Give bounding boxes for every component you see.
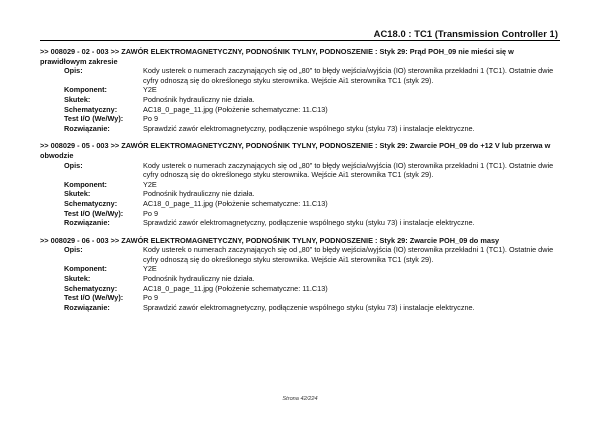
- fault-entry: [40, 236, 560, 313]
- field-value-opis: Kody usterek o numerach zaczynających się od „80" to błędy wejścia/wyjścia (IO) sterownika przekładni 1 (TC1). Ostatnie dwie cyfry odnoszą się do określonego styku sterownika. Wejście Ai1 sterownika TC1 (styk 29).: [143, 160, 554, 180]
- field-value-komponent: Y2E: [143, 179, 157, 189]
- field-value-skutek: Podnośnik hydrauliczny nie działa.: [143, 94, 255, 104]
- field-label: Schematyczny:: [64, 283, 118, 293]
- field-label: Rozwiązanie:: [64, 123, 110, 133]
- field-row-rozwiazanie: [40, 303, 560, 313]
- field-label: Skutek:: [64, 274, 91, 284]
- field-value-test: Po 9: [143, 208, 159, 218]
- field-label: Skutek:: [64, 94, 91, 104]
- field-value-test: Po 9: [143, 114, 159, 124]
- field-row-test: [40, 114, 560, 124]
- field-label: Opis:: [64, 245, 83, 255]
- field-row-schematyczny: [40, 284, 560, 294]
- field-row-schematyczny: [40, 105, 560, 115]
- field-value-schematyczny: AC18_0_page_11.jpg (Położenie schematyczne: 11.C13): [143, 283, 328, 293]
- field-value-schematyczny: AC18_0_page_11.jpg (Położenie schematyczne: 11.C13): [143, 198, 328, 208]
- field-value-rozwiazanie: Sprawdzić zawór elektromagnetyczny, podłączenie wspólnego styku (styku 73) i instalacje elektryczne.: [143, 123, 475, 133]
- field-value-komponent: Y2E: [143, 264, 157, 274]
- document-title: AC18.0 : TC1 (Transmission Controller 1): [373, 28, 558, 39]
- field-row-rozwiazanie: [40, 124, 560, 134]
- field-value-rozwiazanie: Sprawdzić zawór elektromagnetyczny, podłączenie wspólnego styku (styku 73) i instalacje elektryczne.: [143, 218, 475, 228]
- field-row-komponent: [40, 85, 560, 95]
- field-label: Rozwiązanie:: [64, 302, 110, 312]
- field-label: Skutek:: [64, 189, 91, 199]
- field-value-opis: Kody usterek o numerach zaczynających się od „80" to błędy wejścia/wyjścia (IO) sterownika przekładni 1 (TC1). Ostatnie dwie cyfry odnoszą się do określonego styku sterownika. Wejście Ai1 sterownika TC1 (styk 29).: [143, 66, 554, 85]
- field-value-schematyczny: AC18_0_page_11.jpg (Położenie schematyczne: 11.C13): [143, 104, 328, 114]
- field-label: Komponent:: [64, 264, 107, 274]
- field-row-test: [40, 209, 560, 219]
- field-row-opis: [40, 245, 560, 264]
- fault-entry: [40, 47, 560, 133]
- field-value-skutek: Podnośnik hydrauliczny nie działa.: [143, 274, 255, 284]
- field-value-komponent: Y2E: [143, 85, 157, 95]
- field-label: Test I/O (We/Wy):: [64, 114, 124, 124]
- fault-entry: [40, 141, 560, 227]
- field-label: Opis:: [64, 66, 83, 76]
- field-row-opis: [40, 161, 560, 180]
- fault-title: >> 008029 - 06 - 003 >> ZAWÓR ELEKTROMAGNETYCZNY, PODNOŚNIK TYLNY, PODNOSZENIE : Styk 29: Zwarcie POH_09 do masy: [40, 235, 500, 245]
- field-row-skutek: [40, 274, 560, 284]
- field-value-opis: Kody usterek o numerach zaczynających się od „80" to błędy wejścia/wyjścia (IO) sterownika przekładni 1 (TC1). Ostatnie dwie cyfry odnoszą się do określonego styku sterownika. Wejście Ai1 sterownika TC1 (styk 29).: [143, 245, 554, 264]
- field-label: Test I/O (We/Wy):: [64, 293, 124, 303]
- fault-code-list: [40, 47, 560, 320]
- field-label: Schematyczny:: [64, 104, 118, 114]
- field-value-rozwiazanie: Sprawdzić zawór elektromagnetyczny, podłączenie wspólnego styku (styku 73) i instalacje elektryczne.: [143, 302, 475, 312]
- fault-title: >> 008029 - 05 - 003 >> ZAWÓR ELEKTROMAGNETYCZNY, PODNOŚNIK TYLNY, PODNOSZENIE : Styk 29: Zwarcie POH_09 do +12 V lub przerwa w obwodzie: [40, 141, 551, 160]
- field-label: Test I/O (We/Wy):: [64, 208, 124, 218]
- field-label: Opis:: [64, 160, 83, 170]
- field-value-test: Po 9: [143, 293, 159, 303]
- field-value-skutek: Podnośnik hydrauliczny nie działa.: [143, 189, 255, 199]
- field-row-skutek: [40, 189, 560, 199]
- field-label: Schematyczny:: [64, 198, 118, 208]
- page-number: Strona 42/224: [282, 396, 318, 402]
- field-row-komponent: [40, 264, 560, 274]
- field-label: Komponent:: [64, 179, 107, 189]
- field-row-skutek: [40, 95, 560, 105]
- field-row-rozwiazanie: [40, 218, 560, 228]
- field-label: Rozwiązanie:: [64, 218, 110, 228]
- field-row-test: [40, 293, 560, 303]
- field-row-komponent: [40, 180, 560, 190]
- field-row-opis: [40, 66, 560, 85]
- field-row-schematyczny: [40, 199, 560, 209]
- fault-title: >> 008029 - 02 - 003 >> ZAWÓR ELEKTROMAGNETYCZNY, PODNOŚNIK TYLNY, PODNOSZENIE : Styk 29: Prąd POH_09 nie mieści się w prawidłowym zakresie: [40, 47, 514, 66]
- header-divider: [40, 40, 560, 41]
- field-label: Komponent:: [64, 85, 107, 95]
